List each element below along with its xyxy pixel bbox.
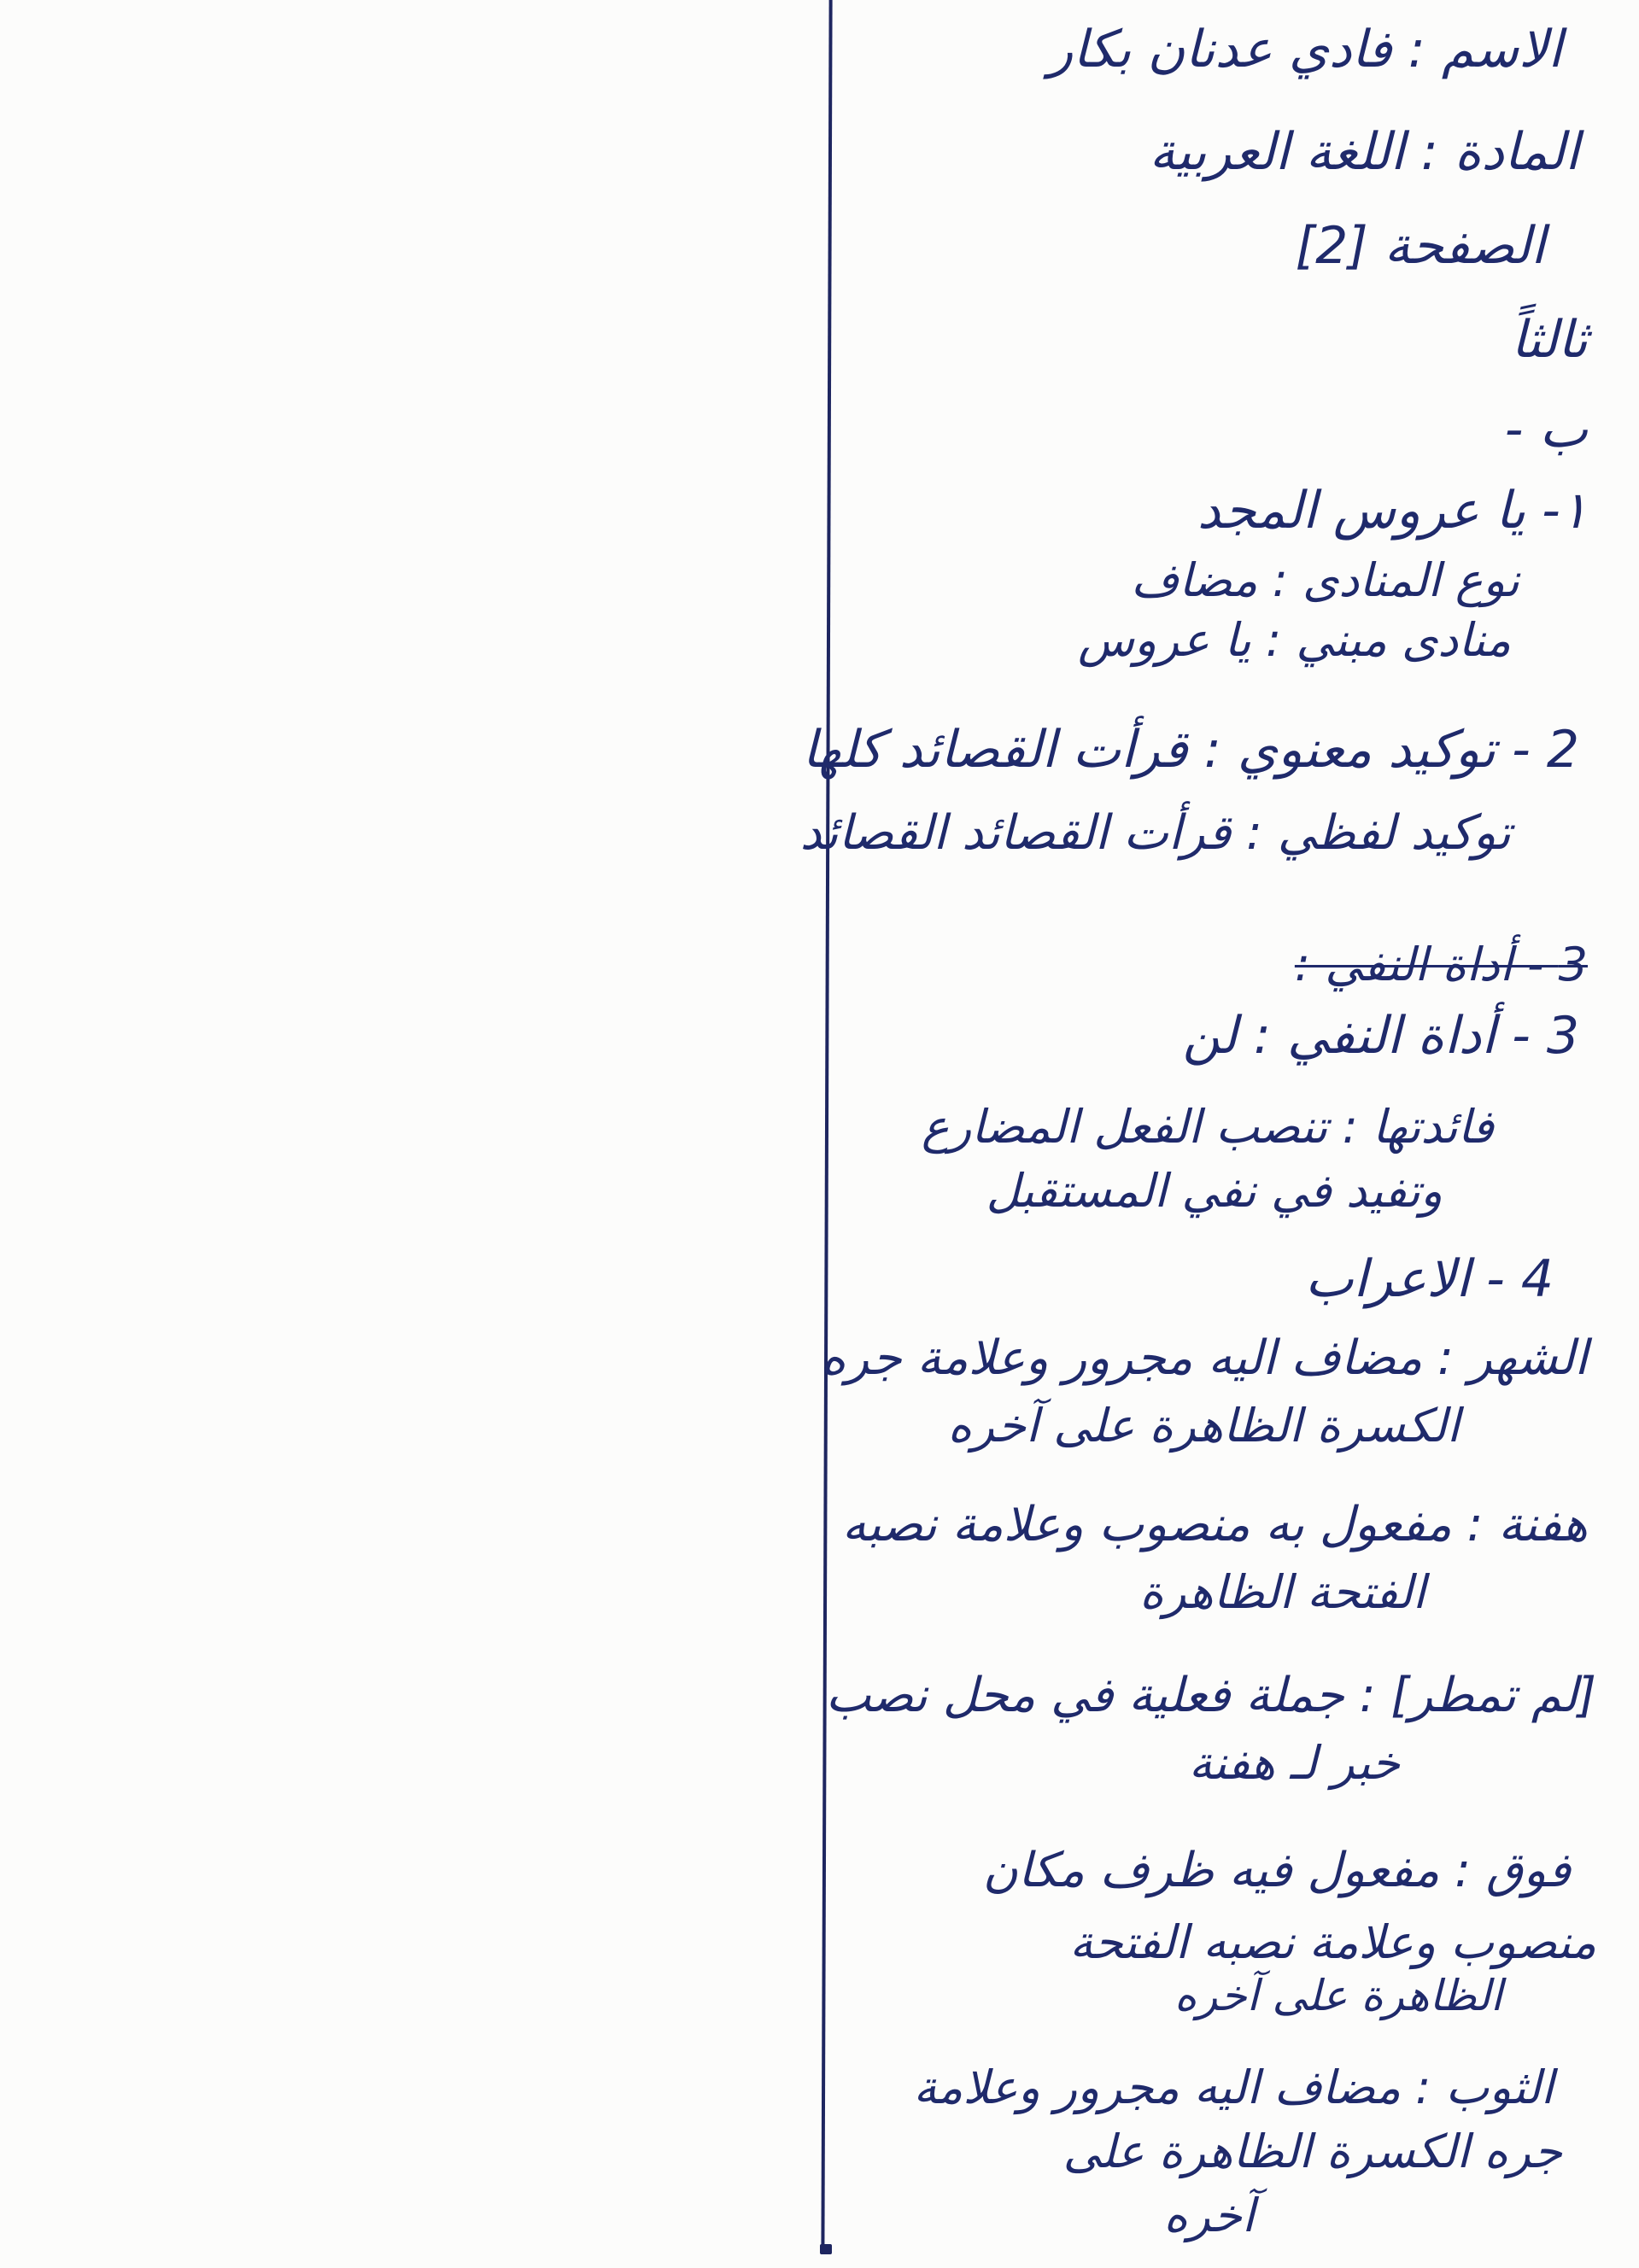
- question-2-answer-a: 2 - توكيد معنوي : قرأت القصائد كلها: [802, 720, 1579, 780]
- parse-e-line-2: جره الكسرة الظاهرة على: [1062, 2125, 1562, 2178]
- section-heading: ثالثاً: [1511, 310, 1588, 370]
- parse-b-line-2: الفتحة الظاهرة: [1139, 1565, 1425, 1619]
- student-name: الاسم : فادي عدنان بكار: [1048, 20, 1562, 79]
- question-3-struck: 3 - أداة النفي :: [1294, 938, 1588, 991]
- question-3-benefit-2: وتفيد في نفي المستقبل: [986, 1164, 1443, 1218]
- margin-line-end: [820, 2244, 832, 2254]
- question-2-answer-b: توكيد لفظي : قرأت القصائد القصائد: [799, 805, 1511, 861]
- question-1-answer-a: نوع المنادى : مضاف: [1131, 553, 1519, 607]
- margin-line: [821, 0, 832, 2254]
- parse-a-line-1: الشهر : مضاف اليه مجرور وعلامة جره: [820, 1330, 1588, 1386]
- question-4: 4 - الاعراب: [1305, 1249, 1554, 1309]
- subject-line: المادة : اللغة العربية: [1149, 122, 1579, 182]
- question-1: ١- يا عروس المجد: [1197, 481, 1588, 541]
- question-3: 3 - أداة النفي : لن: [1182, 1006, 1579, 1066]
- question-3-benefit-1: فائدتها : تنصب الفعل المضارع: [921, 1100, 1494, 1154]
- handwritten-answers: [799, 0, 1613, 2268]
- parse-b-line-1: هفنة : مفعول به منصوب وعلامة نصبه: [841, 1497, 1588, 1552]
- parse-d-line-2: منصوب وعلامة نصبه الفتحة: [1069, 1915, 1596, 1969]
- parse-c-line-1: [لم تمطر] : جملة فعلية في محل نصب: [825, 1668, 1596, 1723]
- parse-d-line-1: فوق : مفعول فيه ظرف مكان: [982, 1843, 1571, 1898]
- parse-c-line-2: خبر لـ هفنة: [1188, 1736, 1400, 1790]
- page-number-line: الصفحة [2]: [1295, 216, 1545, 276]
- subsection-label: ب -: [1504, 400, 1588, 459]
- question-1-answer-b: منادى مبني : يا عروس: [1078, 613, 1511, 667]
- parse-a-line-2: الكسرة الظاهرة على آخره: [947, 1399, 1460, 1453]
- parse-e-line-3: آخره: [1163, 2189, 1255, 2242]
- parse-e-line-1: الثوب : مضاف اليه مجرور وعلامة: [913, 2060, 1554, 2114]
- parse-d-line-3: الظاهرة على آخره: [1174, 1971, 1502, 2020]
